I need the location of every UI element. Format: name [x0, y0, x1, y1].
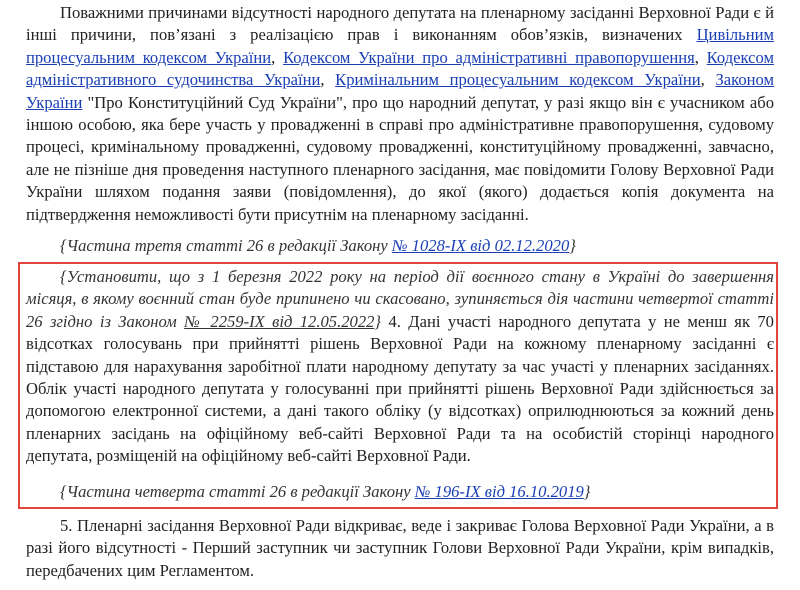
link-criminal-procedure-code[interactable]: Кримінальним процесуальним кодексом України	[335, 70, 701, 90]
link-civil-procedure-code[interactable]: Цивільним процесуальним кодексом України	[26, 25, 774, 67]
paragraph-part-five: 5. Пленарні засідання Верховної Ради відкриває, веде і закриває Голова Верховної Ради України, а в разі його відсутності - Перший заступник чи заступник Голови Верховної Ради України, крім випадків, передбачених цим Регламентом.	[26, 516, 774, 580]
amendment-note-part-three: {Частина третя статті 26 в редакції Закону № 1028-IX від 02.12.2020}	[60, 236, 576, 255]
link-law-2259-ix[interactable]: № 2259-IX від 12.05.2022	[184, 311, 375, 331]
link-administrative-offences-code[interactable]: Кодексом України про адміністративні правопорушення	[283, 47, 695, 67]
link-administrative-procedure-code[interactable]: Кодексом адміністративного судочинства України	[26, 47, 775, 90]
link-law-of-ukraine[interactable]: Законом України	[26, 70, 775, 112]
link-law-1028-ix[interactable]: № 1028-IX від 02.12.2020	[391, 236, 570, 255]
paragraph-part-four: {Установити, що з 1 березня 2022 року на період дії воєнного стану в Україні до завершення місяця, в якому воєнний стан буде припинено чи скасовано, зупиняється дія частини четвертої статті 26 згідно із Законом № 2259-IX від 12.05.2022} 4. Дані участі народного депутата у не менш як 70 відсотках голосувань при прийнятті рішень Верховної Ради на кожному пленарному засіданні є підставою для нарахування заробітної плати народному депутату за час участі у пленарних засіданнях. Облік участі народного депутата у голосуванні при прийнятті рішень Верховної Ради здійснюється за допомогою електронної системи, а дані такого обліку (у відсотках) оприлюднюються за кожний день пленарних засідань на офіційному веб-сайті Верховної Ради та на особистій сторінці народного депутата, розміщеній на офіційному веб-сайті Верховної Ради.	[26, 267, 774, 466]
amendment-note-part-four: {Частина четверта статті 26 в редакції Закону № 196-IX від 16.10.2019}	[60, 482, 591, 501]
paragraph-absence-reasons: Поважними причинами відсутності народного депутата на пленарному засіданні Верховної Ради є й інші причини, пов’язані з реалізацією прав і виконанням обов’язків, визначених Цивільним процесуальним кодексом України, Кодексом України про адміністративні правопорушення, Кодексом адміністративного судочинства України, Кримінальним процесуальним кодексом України, Законом України "Про Конституційний Суд України", про що народний депутат, у разі якщо він є учасником або іншою особою, яка бере участь у провадженні в справі про адміністративне правопорушення, судовому процесі, кримінальному провадженні, судовому провадженні, конституційному провадженні, завчасно, але не пізніше дня проведення наступного пленарного засідання, має повідомити Голову Верховної Ради України шляхом подання заяви (повідомлення), до якої (якого) додається копія документа на підтвердження неможливості бути присутнім на пленарному засіданні.	[26, 3, 775, 224]
link-law-196-ix[interactable]: № 196-IX від 16.10.2019	[414, 482, 584, 501]
